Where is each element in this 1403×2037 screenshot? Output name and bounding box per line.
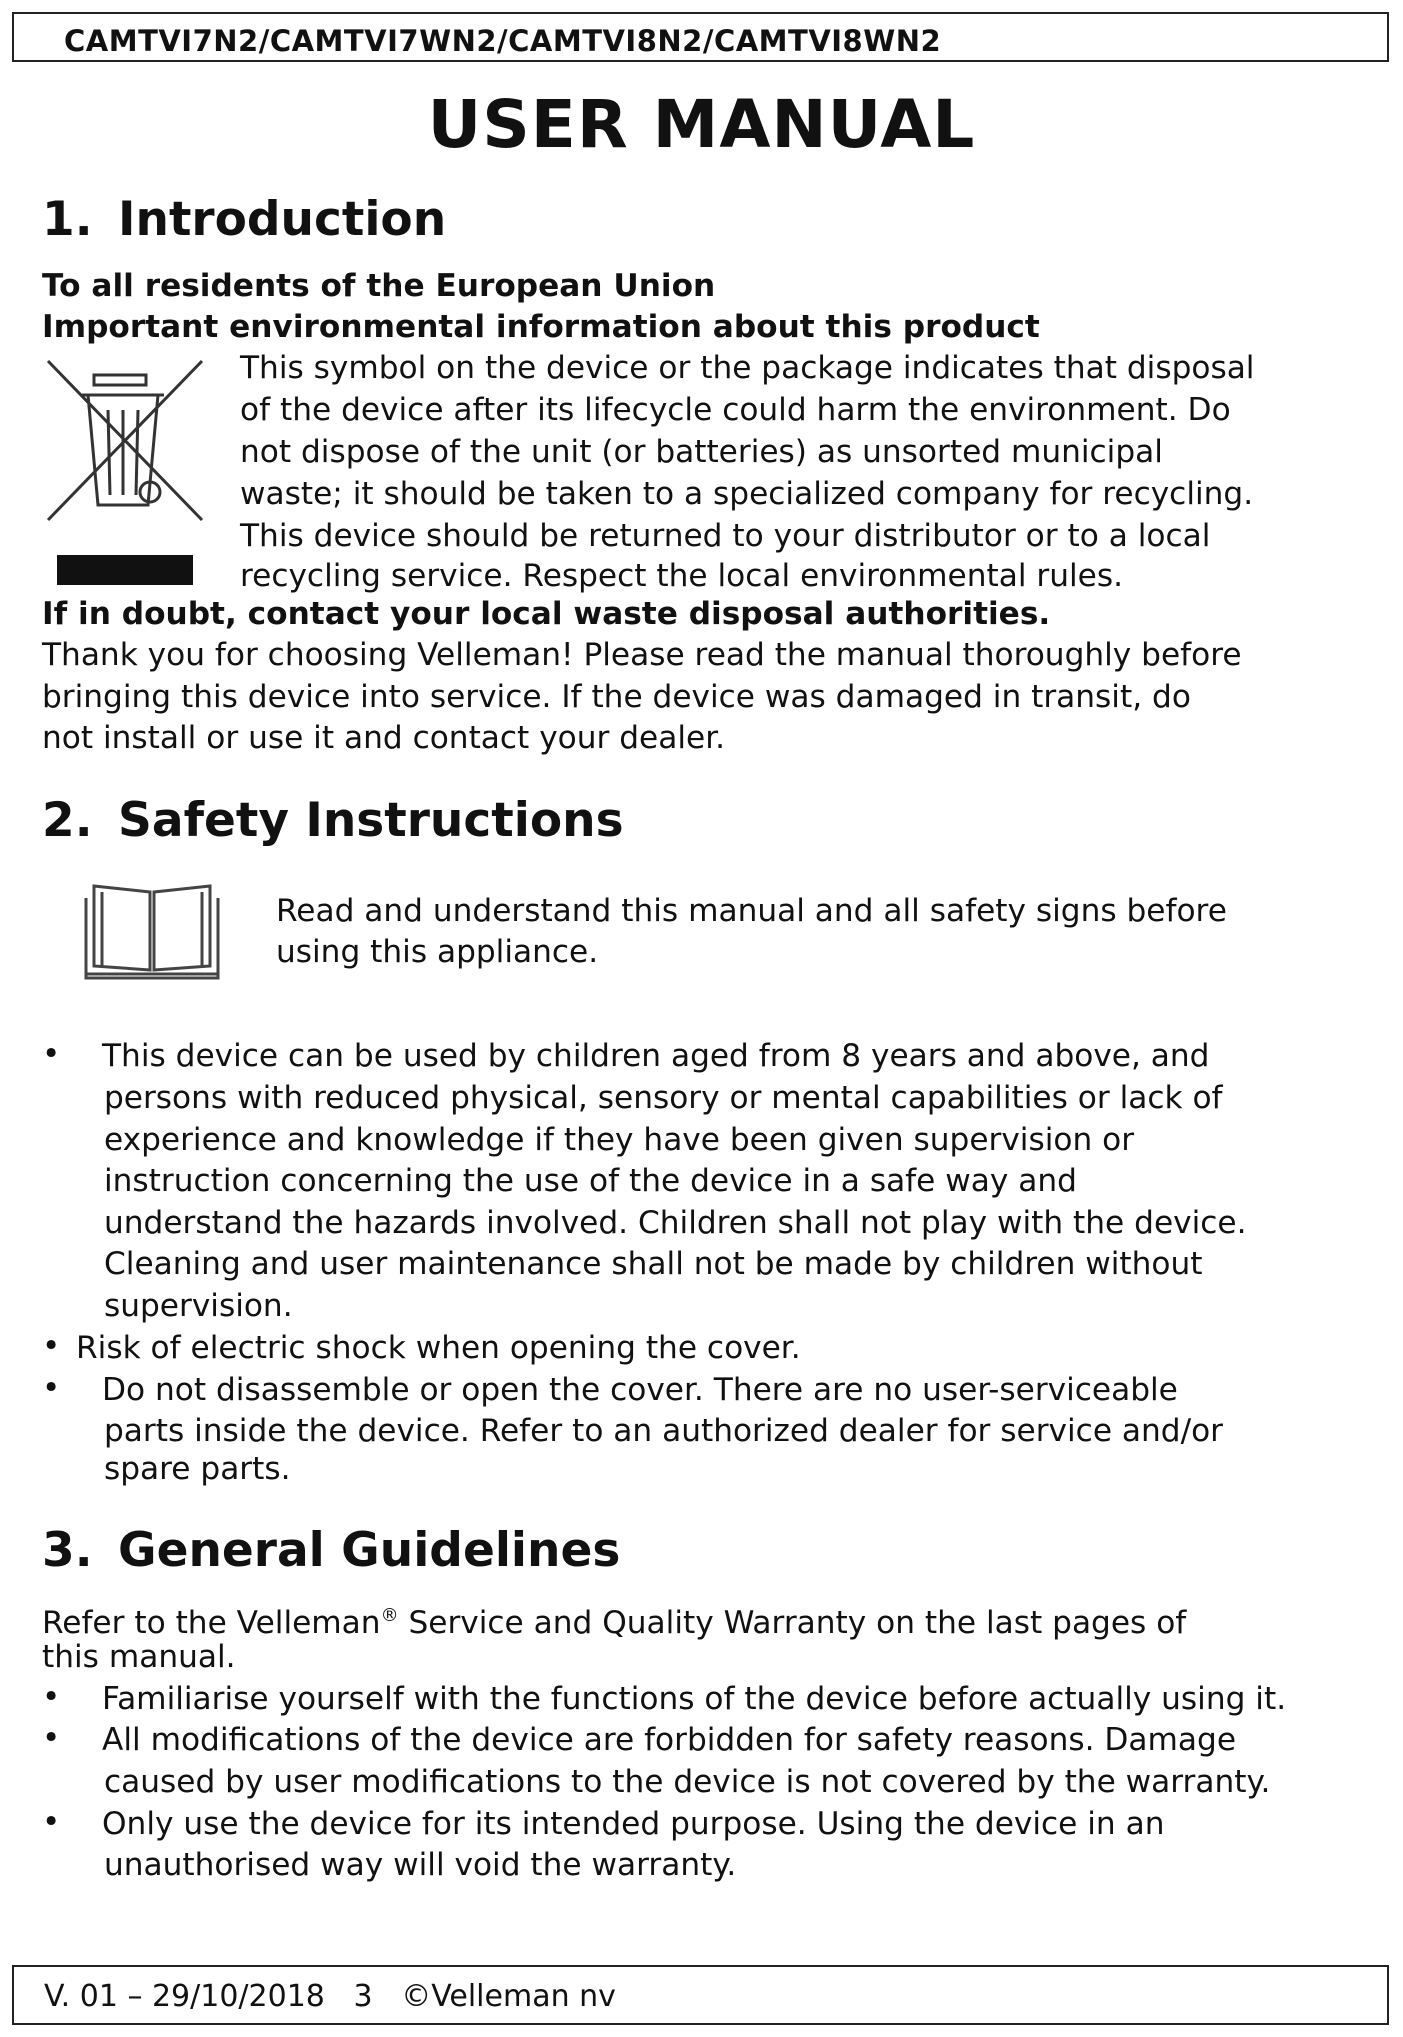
header-box — [12, 12, 1389, 62]
bullet-line: spare parts. — [104, 1451, 291, 1487]
warranty-reference-line2: this manual. — [42, 1639, 236, 1675]
bullet-line: parts inside the device. Refer to an authorized dealer for service and/or — [104, 1413, 1224, 1449]
disposal-doubt-note: If in doubt, contact your local waste disposal authorities. — [42, 596, 1051, 632]
read-manual-book-icon — [82, 878, 222, 983]
bullet-point: • — [42, 1328, 61, 1364]
section-heading-general — [42, 1523, 620, 1578]
section-heading-introduction — [42, 192, 446, 247]
registered-mark: ® — [380, 1605, 399, 1626]
section-number: 3. — [42, 1523, 93, 1578]
section-title: Introduction — [118, 192, 447, 247]
page-title: USER MANUAL — [427, 86, 976, 163]
bullet-line: This device can be used by children aged from 8 years and above, and — [102, 1038, 1210, 1074]
bullet-point: • — [42, 1679, 61, 1715]
weee-crossed-bin-icon — [42, 355, 207, 590]
weee-line: recycling service. Respect the local environmental rules. — [240, 558, 1123, 594]
bullet-line: All modifications of the device are forbidden for safety reasons. Damage — [102, 1722, 1237, 1758]
footer-box — [12, 1965, 1389, 2025]
section-heading-safety — [42, 793, 624, 848]
bullet-line: persons with reduced physical, sensory or mental capabilities or lack of — [104, 1080, 1223, 1116]
weee-line: waste; it should be taken to a specialized company for recycling. — [240, 476, 1254, 512]
bullet-point: • — [42, 1370, 61, 1406]
bullet-line: instruction concerning the use of the device in a safe way and — [104, 1163, 1077, 1199]
footer-version: V. 01 – 29/10/2018 3 ©Velleman nv — [44, 1979, 616, 2014]
thanks-line: bringing this device into service. If the device was damaged in transit, do — [42, 679, 1191, 715]
bullet-line: Cleaning and user maintenance shall not be made by children without — [104, 1246, 1203, 1282]
bullet-line: Risk of electric shock when opening the cover. — [76, 1330, 801, 1366]
weee-line: not dispose of the unit (or batteries) as unsorted municipal — [240, 434, 1163, 470]
thanks-line: not install or use it and contact your dealer. — [42, 720, 726, 756]
weee-line: This device should be returned to your distributor or to a local — [240, 518, 1211, 554]
weee-line: of the device after its lifecycle could harm the environment. Do — [240, 392, 1231, 428]
bullet-line: supervision. — [104, 1288, 293, 1324]
bullet-line: Familiarise yourself with the functions of the device before actually using it. — [102, 1681, 1287, 1717]
warranty-text: Service and Quality Warranty on the last pages of — [398, 1605, 1187, 1641]
bullet-point: • — [42, 1720, 61, 1756]
environmental-info-heading: Important environmental information about this product — [42, 309, 1040, 345]
bullet-point: • — [42, 1036, 61, 1072]
bullet-line: Only use the device for its intended purpose. Using the device in an — [102, 1806, 1165, 1842]
section-number: 1. — [42, 192, 93, 247]
bullet-line: Do not disassemble or open the cover. There are no user-serviceable — [102, 1372, 1178, 1408]
bullet-line: caused by user modifications to the device is not covered by the warranty. — [104, 1764, 1271, 1800]
section-number: 2. — [42, 793, 93, 848]
section-title: Safety Instructions — [118, 793, 624, 848]
thanks-line: Thank you for choosing Velleman! Please read the manual thoroughly before — [42, 637, 1242, 673]
section-title: General Guidelines — [118, 1523, 621, 1578]
eu-residents-heading: To all residents of the European Union — [42, 268, 716, 304]
bullet-line: experience and knowledge if they have been given supervision or — [104, 1122, 1135, 1158]
bullet-line: unauthorised way will void the warranty. — [104, 1847, 737, 1883]
bullet-point: • — [42, 1804, 61, 1840]
bullet-line: understand the hazards involved. Children shall not play with the device. — [104, 1205, 1247, 1241]
read-manual-line: using this appliance. — [276, 934, 599, 970]
warranty-text: Refer to the Velleman — [42, 1605, 381, 1641]
read-manual-line: Read and understand this manual and all safety signs before — [276, 893, 1227, 929]
model-numbers: CAMTVI7N2/CAMTVI7WN2/CAMTVI8N2/CAMTVI8WN2 — [64, 24, 942, 58]
weee-line: This symbol on the device or the package indicates that disposal — [240, 350, 1255, 386]
